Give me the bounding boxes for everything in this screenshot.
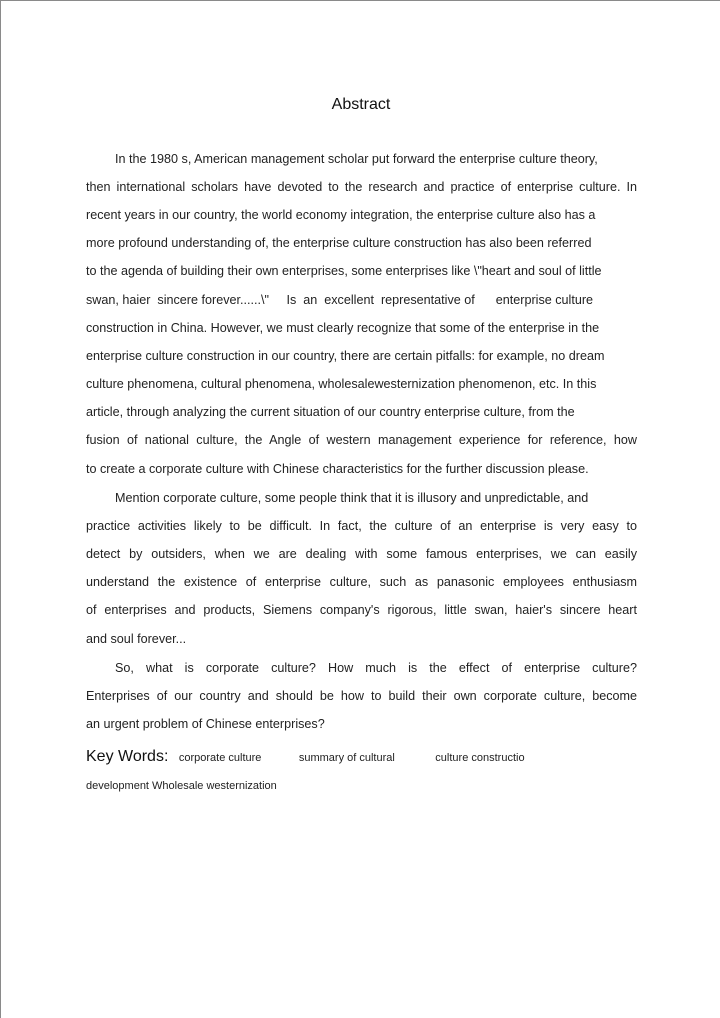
text-line: In the 1980 s, American management scholar put forward the enterprise culture theory, xyxy=(115,152,598,166)
keywords-line xyxy=(86,746,525,768)
keyword-item: corporate culture xyxy=(178,752,262,764)
text-line: recent years in our country, the world economy integration, the enterprise culture also has a xyxy=(86,208,596,222)
keyword-item: summary of cultural xyxy=(298,752,395,764)
text-line: Mention corporate culture, some people think that it is illusory and unpredictable, and xyxy=(115,491,589,505)
text-line: culture phenomena, cultural phenomena, wholesalewesternization phenomenon, etc. In this xyxy=(86,377,597,391)
text-line: fusion of national culture, the Angle of western management experience for reference, how xyxy=(86,433,637,447)
text-line: an urgent problem of Chinese enterprises? xyxy=(86,717,325,731)
text-line: Enterprises of our country and should be how to build their own corporate culture, become xyxy=(86,689,637,703)
keyword-item: culture constructio xyxy=(435,752,525,764)
text-line: to the agenda of building their own enterprises, some enterprises like \"heart and soul of little xyxy=(86,264,602,278)
text-line: understand the existence of enterprise culture, such as panasonic employees enthusiasm xyxy=(86,575,637,589)
text-line: detect by outsiders, when we are dealing with some famous enterprises, we can easily xyxy=(86,547,637,561)
text-line: enterprise culture construction in our country, there are certain pitfalls: for example, no dream xyxy=(86,349,605,363)
text-line: So, what is corporate culture? How much is the effect of enterprise culture? xyxy=(115,661,637,675)
text-line: to create a corporate culture with Chinese characteristics for the further discussion please. xyxy=(86,462,589,476)
text-line: then international scholars have devoted to the research and practice of enterprise culture. In xyxy=(86,180,637,194)
text-line: and soul forever... xyxy=(86,632,187,646)
text-line: construction in China. However, we must clearly recognize that some of the enterprise in the xyxy=(86,321,600,335)
text-line: practice activities likely to be difficult. In fact, the culture of an enterprise is very easy to xyxy=(86,519,637,533)
text-line: more profound understanding of, the enterprise culture construction has also been referred xyxy=(86,236,592,250)
keywords-continuation: development Wholesale westernization xyxy=(86,780,277,792)
abstract-title: Abstract xyxy=(331,96,391,113)
keywords-label: Key Words: xyxy=(86,748,169,765)
text-line: of enterprises and products, Siemens company's rigorous, little swan, haier's sincere heart xyxy=(86,603,637,617)
text-line: swan, haier sincere forever......\" Is an excellent representative of enterprise culture xyxy=(86,293,594,307)
text-line: article, through analyzing the current situation of our country enterprise culture, from the xyxy=(86,405,575,419)
